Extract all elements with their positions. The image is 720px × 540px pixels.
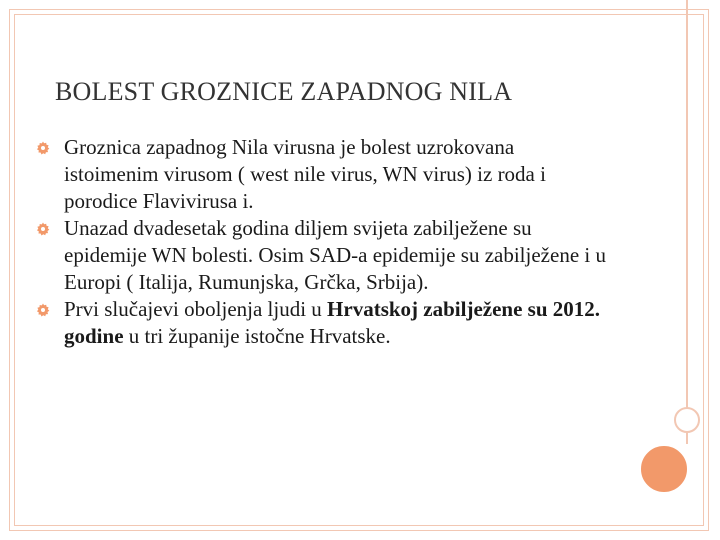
bullet-item xyxy=(36,215,606,296)
bullet-item xyxy=(36,296,606,350)
slide-title: BOLEST GROZNICE ZAPADNOG NILA xyxy=(55,77,513,106)
decorative-circle-small xyxy=(674,407,700,433)
gear-icon xyxy=(36,141,50,155)
bullet-text-bold: Hrvatskoj zabilježene su 2012. godine xyxy=(64,297,601,348)
decorative-vertical-line xyxy=(686,0,688,444)
bullet-text: Unazad dvadesetak godina diljem svijeta zabilježene su epidemije WN bolesti. Osim SAD-a epidemije su zabilježene i u Europi ( Italija, Rumunjska, Grčka, Srbija). xyxy=(64,216,606,294)
gear-icon xyxy=(36,222,50,236)
bullet-text: Groznica zapadnog Nila virusna je bolest uzrokovana istoimenim virusom ( west nile virus, WN virus) iz roda i porodice Flavivirusa i. xyxy=(64,135,546,213)
bullet-item xyxy=(36,134,606,215)
bullet-list xyxy=(36,134,606,350)
decorative-circle-large xyxy=(638,443,690,495)
bullet-text-after: u tri županije istočne Hrvatske. xyxy=(123,324,391,348)
bullet-text-before: Prvi slučajevi oboljenja ljudi u xyxy=(64,297,328,321)
gear-icon xyxy=(36,303,50,317)
